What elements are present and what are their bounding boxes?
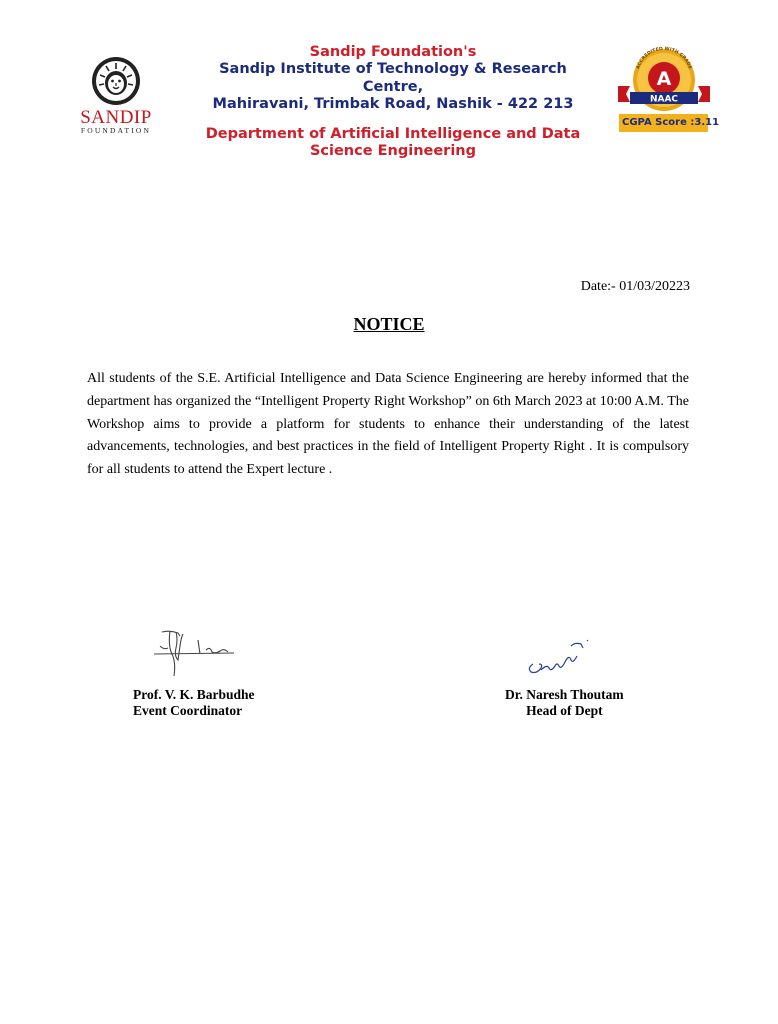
hod-name: Dr. Naresh Thoutam: [505, 687, 624, 702]
sandip-foundation-logo: [70, 52, 162, 134]
signature-thoutam: [525, 634, 597, 680]
notice-title: NOTICE: [353, 314, 425, 334]
signatory-hod: [505, 687, 624, 718]
naac-label: NAAC: [649, 94, 679, 105]
foundation-name: Sandip Foundation's: [309, 44, 477, 60]
naac-ring-text: ACCREDITED WITH GRADE: [635, 46, 693, 70]
naac-grade: A: [656, 68, 672, 90]
coordinator-name: Prof. V. K. Barbudhe: [133, 687, 255, 702]
logo-subtitle: FOUNDATION: [80, 126, 152, 135]
institute-header: [180, 44, 606, 161]
department-name: Department of Artificial Intelligence and Data Science Engineering: [205, 126, 581, 160]
institute-name-line2: Centre,: [362, 78, 424, 95]
cgpa-score: CGPA Score :3.11: [619, 114, 708, 132]
signatory-coordinator: [133, 687, 255, 718]
lion-emblem-icon: [90, 55, 142, 107]
notice-body: All students of the S.E. Artificial Intelligence and Data Science Engineering are hereby informed that the department has organized the “Intelligent Property Right Workshop” on 6th March 2023 at 10:00 A.M. The Workshop aims to provide a platform for students to enhance their understanding of the latest advancements, technologies, and best practices in the field of Intelligent Property Right . It is compulsory for all students to attend the Expert lecture .: [87, 371, 689, 478]
coordinator-role: Event Coordinator: [133, 702, 243, 718]
institute-address: Mahiravani, Trimbak Road, Nashik - 422 213: [212, 95, 574, 112]
hod-role: Head of Dept: [526, 702, 603, 718]
logo-wordmark: SANDIP: [80, 107, 152, 128]
signature-barbudhe: [150, 626, 240, 682]
institute-name-line1: Sandip Institute of Technology & Research: [219, 61, 567, 78]
notice-date: Date:- 01/03/20223: [580, 279, 690, 294]
